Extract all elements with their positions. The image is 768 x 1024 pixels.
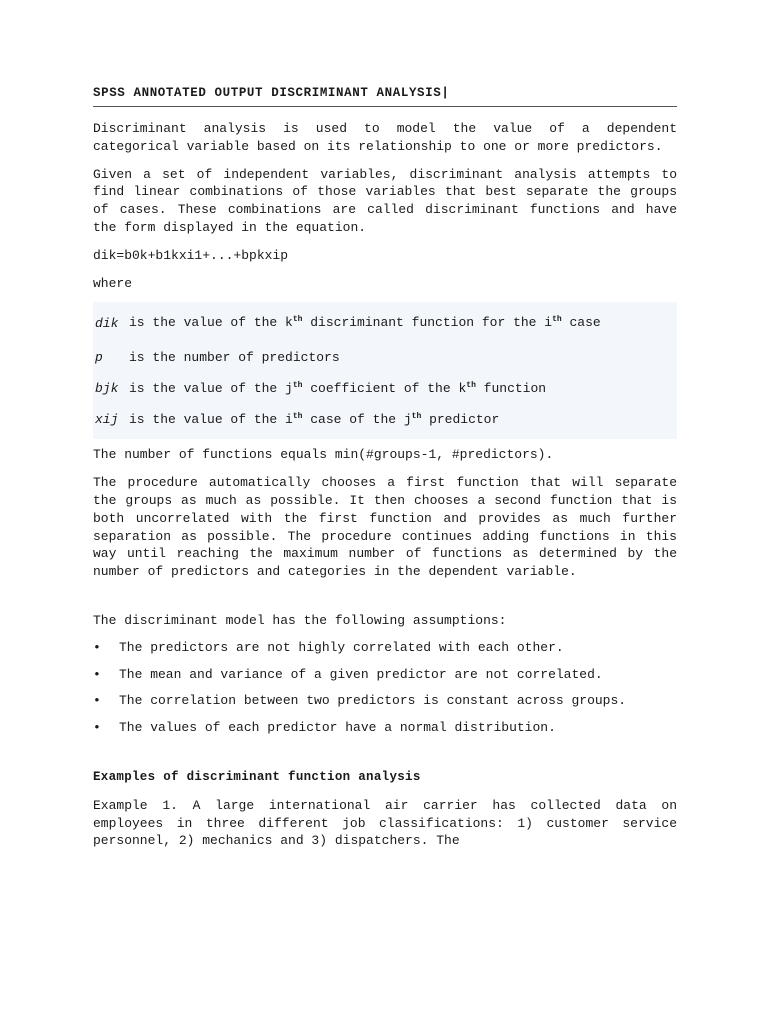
procedure-paragraph: The procedure automatically chooses a first function that will separate the groups as much as possible. It then chooses a second function that is both uncorrelated with the first function and provides as much further separation as possible. The procedure continues adding functions in this way until reaching the maximum number of functions as determined by the number of predictors and categories in the dependent variable. (93, 475, 677, 580)
where-label: where (93, 275, 133, 291)
assumption-item: • The correlation between two predictors is constant across groups. (93, 693, 627, 709)
given-paragraph: Given a set of independent variables, discriminant analysis attempts to find linear combinations of those variables that best separate the groups of cases. These combinations are called discriminant functions and have the form displayed in the equation. (93, 166, 677, 235)
assumption-item: • The predictors are not highly correlated with each other. (93, 639, 564, 655)
example1-paragraph: Example 1. A large international air carrier has collected data on employees in three different job classifications: 1) customer service personnel, 2) mechanics and 3) dispatchers. The (93, 797, 677, 849)
bullet-icon: • (93, 720, 101, 736)
definition-text: is the value of the $k^{th}$ discriminant function for the $i^{th}$ case (129, 315, 601, 331)
definition-symbol: dik (95, 315, 119, 331)
bullet-icon: • (93, 639, 101, 655)
assumption-item: • The mean and variance of a given predictor are not correlated. (93, 666, 603, 682)
definition-symbol: p (95, 350, 103, 366)
intro-paragraph: Discriminant analysis is used to model the value of a dependent categorical variable based on its relationship to one or more predictors. (93, 121, 677, 154)
assumption-item: • The values of each predictor have a normal distribution. (93, 720, 556, 736)
document-content (93, 86, 677, 850)
examples-heading: Examples of discriminant function analysis (93, 769, 421, 784)
definition-text: is the number of predictors (129, 349, 340, 365)
bullet-icon: • (93, 693, 101, 709)
bullet-icon: • (93, 666, 101, 682)
definition-text: is the value of the $j^{th}$ coefficient of the $k^{th}$ function (129, 380, 547, 396)
num-functions-paragraph: The number of functions equals min(#groups-1, #predictors). (93, 447, 554, 463)
definition-row (93, 373, 677, 404)
formula: dik=b0k+b1kxi1+...+bpkxip (93, 247, 289, 263)
assumptions-intro: The discriminant model has the following assumptions: (93, 612, 507, 628)
page-title: SPSS ANNOTATED OUTPUT DISCRIMINANT ANALYSIS| (93, 86, 677, 107)
definition-row (93, 404, 677, 435)
definition-text: is the value of the $i^{th}$ case of the $j^{th}$ predictor (129, 411, 500, 427)
definition-row (93, 342, 677, 373)
definitions-table (93, 302, 677, 439)
definition-symbol: xij (95, 412, 119, 428)
definition-symbol: bjk (95, 381, 119, 397)
definition-row (93, 304, 677, 342)
